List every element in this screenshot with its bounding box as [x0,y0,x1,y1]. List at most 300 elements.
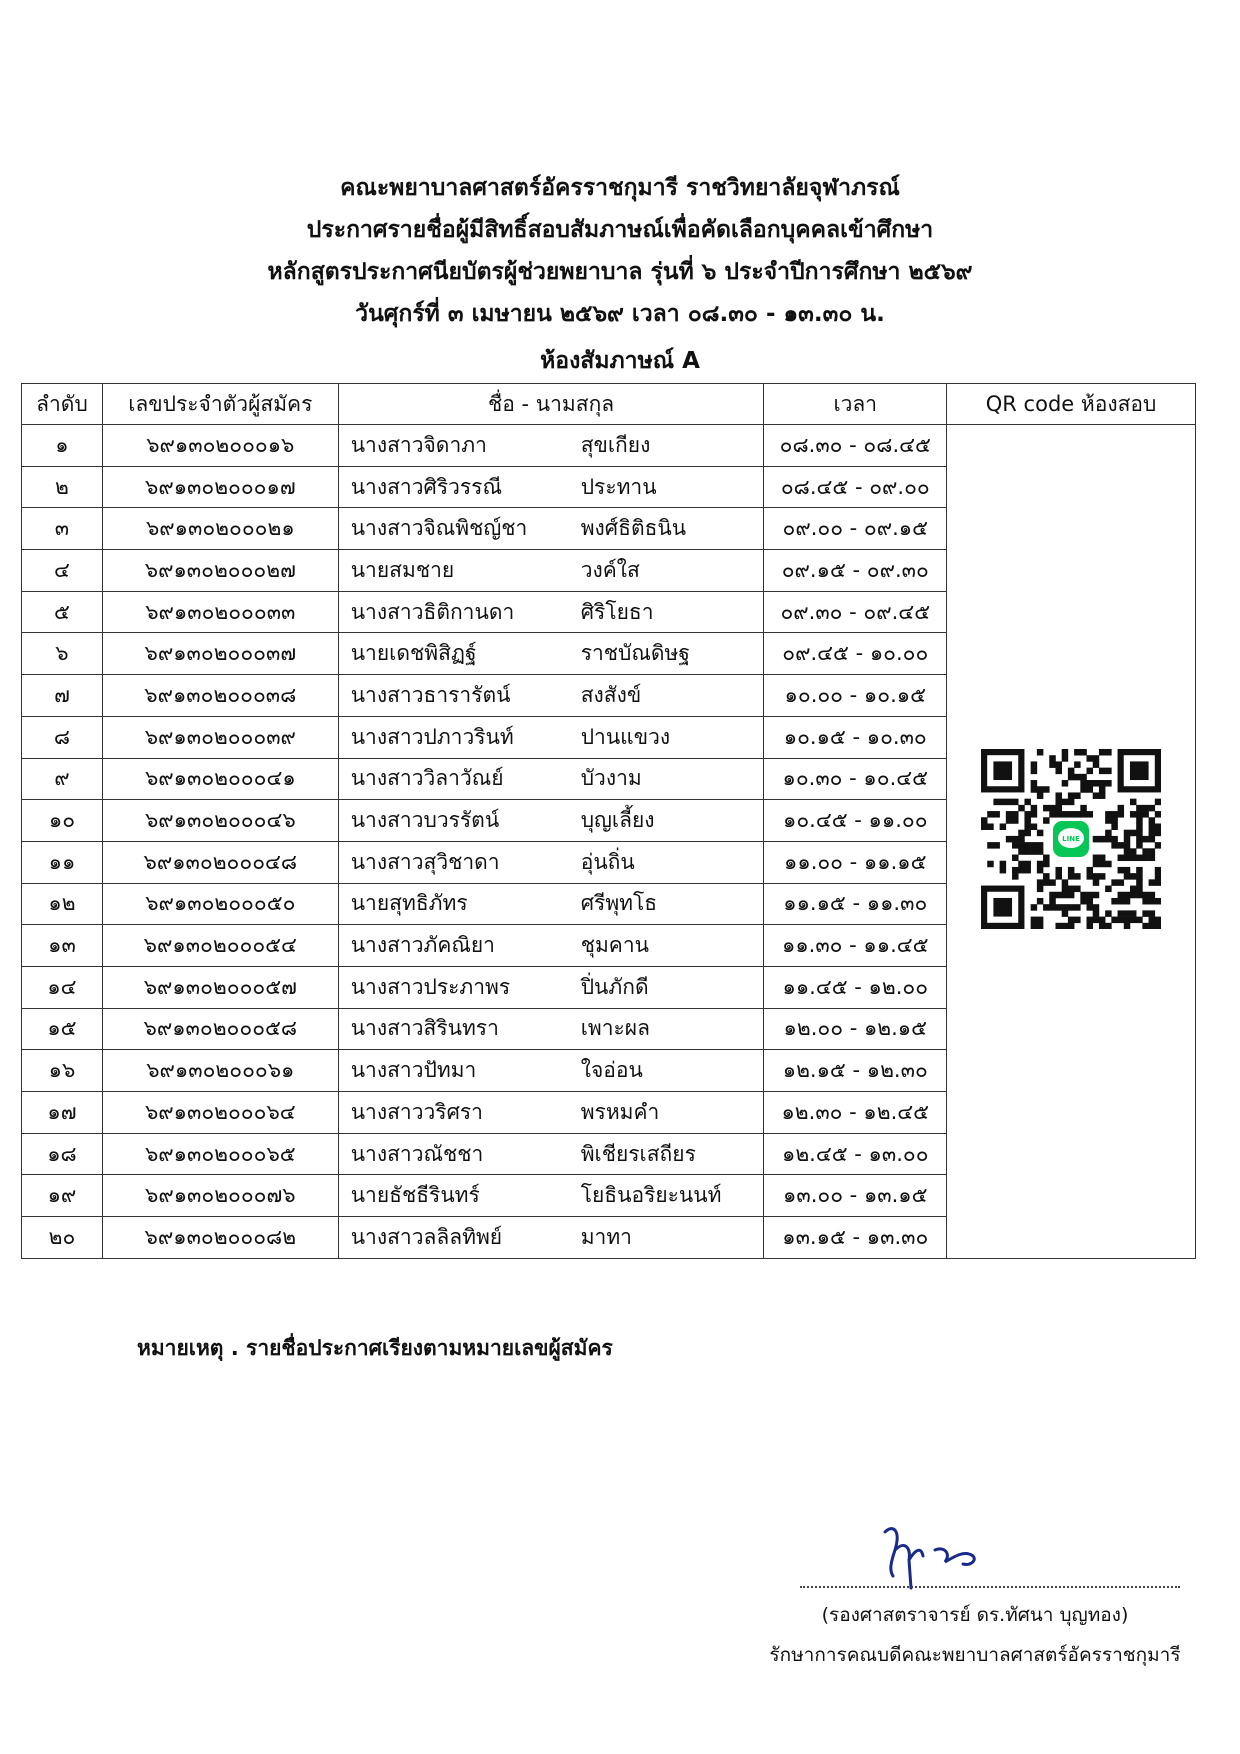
applicant-id: ๖๙๑๓๐๒๐๐๐๓๙ [102,716,338,758]
interview-time: ๐๙.๐๐ - ๐๙.๑๕ [764,508,947,550]
qr-module [1006,817,1013,824]
col-header-name: ชื่อ - นามสกุล [338,384,764,425]
qr-module [1025,842,1032,849]
applicant-name [338,1008,764,1050]
qr-module [1074,904,1081,911]
applicant-id: ๖๙๑๓๐๒๐๐๐๖๔ [102,1092,338,1134]
first-name: นายสมชาย [350,557,455,582]
qr-module [1031,823,1038,830]
applicant-name [338,716,764,758]
qr-module [1006,836,1013,843]
qr-module [1130,811,1137,818]
qr-code[interactable] [981,749,1161,929]
qr-module [1087,867,1094,874]
qr-module [1093,904,1100,911]
qr-module [1056,867,1063,874]
qr-module [1043,861,1050,868]
qr-module [1080,892,1087,899]
qr-module [1043,879,1050,886]
applicant-id: ๖๙๑๓๐๒๐๐๐๕๘ [102,1008,338,1050]
qr-module [1130,885,1137,892]
last-name: สงสังข์ [580,682,642,707]
applicant-name [338,550,764,592]
qr-module [1136,873,1143,880]
org-title: คณะพยาบาลศาสตร์อัครราชกุมารี ราชวิทยาลัยจุฬาภรณ์ [340,175,900,201]
qr-module [1124,842,1131,849]
qr-module [1149,916,1156,923]
row-number: ๒๐ [22,1217,103,1259]
qr-module [1136,830,1143,837]
qr-module [1130,848,1137,855]
qr-module [1074,792,1081,799]
qr-module [1043,805,1050,812]
handwritten-signature [865,1520,995,1590]
qr-code-cell [947,425,1196,1259]
qr-module [1074,885,1081,892]
qr-module [1000,867,1007,874]
qr-module [1031,904,1038,911]
table-header-row [22,384,1196,425]
qr-module [1155,811,1161,818]
qr-module [1000,861,1007,868]
applicant-name [338,758,764,800]
qr-module [1037,879,1044,886]
qr-module [1080,780,1087,787]
qr-module [1025,830,1032,837]
row-number: ๑๕ [22,1008,103,1050]
qr-module [1136,854,1143,861]
qr-module [1093,861,1100,868]
qr-module [1130,873,1137,880]
qr-module [1124,867,1131,874]
applicant-id: ๖๙๑๓๐๒๐๐๐๔๘ [102,841,338,883]
row-number: ๑๔ [22,966,103,1008]
qr-module [1105,861,1112,868]
qr-module [1031,842,1038,849]
first-name: นางสาวณัชชา [350,1141,484,1166]
applicant-name [338,508,764,550]
qr-module [1012,854,1019,861]
table-body [22,425,1196,1259]
qr-module [1049,892,1056,899]
qr-module [1012,842,1019,849]
col-header-no: ลำดับ [22,384,103,425]
qr-module [1080,898,1087,905]
qr-module [1118,805,1125,812]
applicant-name [338,1217,764,1259]
applicant-name [338,1133,764,1175]
qr-module [1062,749,1069,756]
qr-module [987,842,994,849]
qr-module [1118,842,1125,849]
first-name: นางสาววิลาวัณย์ [350,766,504,791]
qr-module [1000,823,1007,830]
first-name: นางสาวธิติกานดา [350,599,515,624]
qr-module [1056,792,1063,799]
first-name: นางสาวภัคณิยา [350,933,495,958]
qr-module [1056,892,1063,899]
qr-module [1006,799,1013,806]
qr-module [1025,799,1032,806]
signature-line [800,1586,1180,1588]
last-name: มาทา [580,1224,632,1249]
applicant-id: ๖๙๑๓๐๒๐๐๐๓๗ [102,633,338,675]
qr-module [1062,910,1069,917]
qr-module [993,799,1000,806]
applicant-name [338,925,764,967]
applicant-table [21,383,1196,1259]
qr-module [1149,830,1156,837]
qr-module [1018,861,1025,868]
interview-time: ๑๒.๔๕ - ๑๓.๐๐ [764,1133,947,1175]
qr-module [1068,904,1075,911]
last-name: บัวงาม [580,766,642,791]
qr-module [1043,786,1050,793]
applicant-name [338,591,764,633]
row-number: ๑๗ [22,1092,103,1134]
qr-module [993,811,1000,818]
qr-module [1068,774,1075,781]
interview-time: ๑๒.๓๐ - ๑๒.๔๕ [764,1092,947,1134]
qr-module [1155,916,1161,923]
last-name: ประทาน [580,474,657,499]
signatory-name: (รองศาสตราจารย์ ดร.ทัศนา บุญทอง) [821,1604,1129,1626]
qr-module [1087,755,1094,762]
qr-module [1093,836,1100,843]
qr-module [1093,892,1100,899]
qr-module [1105,811,1112,818]
qr-module [1018,867,1025,874]
qr-module [1136,823,1143,830]
qr-finder-pattern [1118,749,1161,792]
qr-module [1062,799,1069,806]
row-number: ๕ [22,591,103,633]
footnote: หมายเหตุ . รายชื่อประกาศเรียงตามหมายเลขผู้สมัคร [137,1336,613,1360]
qr-module [1099,767,1106,774]
qr-finder-pattern [981,749,1024,792]
qr-module [1111,836,1118,843]
qr-module [1037,842,1044,849]
applicant-id: ๖๙๑๓๐๒๐๐๐๕๐ [102,883,338,925]
qr-module [1105,767,1112,774]
line-logo-text: LINE [1062,834,1080,843]
last-name: ชุมคาน [580,933,649,958]
qr-module [1142,854,1149,861]
applicant-id: ๖๙๑๓๐๒๐๐๐๖๕ [102,1133,338,1175]
qr-module [1111,823,1118,830]
qr-module [1068,767,1075,774]
qr-module [1105,885,1112,892]
announcement-title: ประกาศรายชื่อผู้มีสิทธิ์สอบสัมภาษณ์เพื่อคัดเลือกบุคคลเข้าศึกษา [306,217,934,243]
qr-module [1149,879,1156,886]
first-name: นางสาวศิริวรรณี [350,474,502,499]
qr-module [1105,817,1112,824]
qr-module [1124,873,1131,880]
qr-module [1155,867,1161,874]
program-title: หลักสูตรประกาศนียบัตรผู้ช่วยพยาบาล รุ่นที่ ๖ ประจำปีการศึกษา ๒๕๖๙ [267,259,973,285]
row-number: ๔ [22,550,103,592]
first-name: นางสาวสิรินทรา [350,1016,499,1041]
qr-module [1093,910,1100,917]
applicant-name [338,1092,764,1134]
applicant-name [338,466,764,508]
qr-module [1037,786,1044,793]
qr-module [1087,892,1094,899]
last-name: ปานแขวง [580,724,671,749]
applicant-id: ๖๙๑๓๐๒๐๐๐๖๑ [102,1050,338,1092]
last-name: พงศ์ธิติธนิน [580,516,687,541]
qr-module [1037,923,1044,929]
qr-module [1155,830,1161,837]
qr-module [1056,811,1063,818]
applicant-id: ๖๙๑๓๐๒๐๐๐๔๑ [102,758,338,800]
qr-module [1012,811,1019,818]
qr-module [1155,823,1161,830]
qr-module [1093,761,1100,768]
qr-module [1006,811,1013,818]
qr-module [1031,780,1038,787]
qr-module [1099,749,1106,756]
qr-module [1099,861,1106,868]
first-name: นางสาวสุวิชาดา [350,849,500,874]
applicant-id: ๖๙๑๓๐๒๐๐๐๒๑ [102,508,338,550]
qr-module [1099,836,1106,843]
qr-module [1049,761,1056,768]
qr-module [1056,805,1063,812]
first-name: นางสาวจิณพิชญ์ชา [350,516,528,541]
qr-module [1087,923,1094,929]
qr-module [1049,879,1056,886]
qr-module [1130,892,1137,899]
row-number: ๓ [22,508,103,550]
qr-module [1074,873,1081,880]
qr-module [1124,916,1131,923]
qr-module [1074,916,1081,923]
qr-module [1025,817,1032,824]
qr-module [1068,873,1075,880]
qr-module [1080,774,1087,781]
qr-module [1062,755,1069,762]
row-number: ๑๓ [22,925,103,967]
qr-module [1136,836,1143,843]
qr-module [1037,830,1044,837]
qr-module [1043,854,1050,861]
interview-time: ๐๙.๓๐ - ๐๙.๔๕ [764,591,947,633]
applicant-name [338,966,764,1008]
qr-module [1087,898,1094,905]
applicant-name [338,800,764,842]
qr-module [1093,873,1100,880]
qr-module [1136,916,1143,923]
last-name: สุขเกียง [580,432,651,457]
signature-block [740,1520,1210,1720]
qr-module [1130,799,1137,806]
qr-module [1093,755,1100,762]
last-name: อุ่นถิ่น [580,849,635,874]
applicant-name [338,1175,764,1217]
qr-module [1118,879,1125,886]
qr-module [1043,904,1050,911]
qr-module [1068,885,1075,892]
applicant-id: ๖๙๑๓๐๒๐๐๐๔๖ [102,800,338,842]
qr-module [993,842,1000,849]
last-name: บุญเลี้ยง [580,808,655,833]
qr-module [1093,854,1100,861]
qr-module [1093,916,1100,923]
qr-module [1080,749,1087,756]
qr-module [1080,805,1087,812]
first-name: นางสาวปัทมา [350,1058,477,1083]
interview-time: ๐๘.๓๐ - ๐๘.๔๕ [764,425,947,467]
qr-module [1049,904,1056,911]
qr-module [1155,923,1161,929]
qr-module [1142,805,1149,812]
applicant-id: ๖๙๑๓๐๒๐๐๐๕๗ [102,966,338,1008]
last-name: ปิ่นภักดี [580,974,649,999]
qr-module [1068,811,1075,818]
row-number: ๑ [22,425,103,467]
applicant-name [338,633,764,675]
qr-module [1149,898,1156,905]
qr-module [1149,923,1156,929]
qr-module [1012,817,1019,824]
qr-module [1149,854,1156,861]
qr-module [1031,767,1038,774]
applicant-id: ๖๙๑๓๐๒๐๐๐๗๖ [102,1175,338,1217]
first-name: นายเดชพิสิฏฐ์ [350,641,477,666]
qr-module [1080,811,1087,818]
qr-module [1087,780,1094,787]
qr-module [1049,898,1056,905]
qr-module [1111,916,1118,923]
qr-module [1105,923,1112,929]
qr-module [1037,898,1044,905]
col-header-time: เวลา [764,384,947,425]
first-name: นางสาวปภาวรินท์ [350,724,514,749]
qr-module [1025,823,1032,830]
qr-module [1099,792,1106,799]
qr-module [1012,799,1019,806]
last-name: วงค์ใส [580,557,640,582]
qr-module [1130,830,1137,837]
qr-module [1018,836,1025,843]
qr-module [1074,749,1081,756]
qr-module [1018,830,1025,837]
qr-module [1062,780,1069,787]
qr-module [1074,761,1081,768]
row-number: ๑๐ [22,800,103,842]
qr-finder-pattern [981,885,1024,928]
qr-module [1142,811,1149,818]
qr-module [1142,923,1149,929]
applicant-name [338,675,764,717]
qr-module [1068,892,1075,899]
qr-module [1118,867,1125,874]
row-number: ๒ [22,466,103,508]
interview-time: ๑๑.๔๕ - ๑๒.๐๐ [764,966,947,1008]
col-header-id: เลขประจำตัวผู้สมัคร [102,384,338,425]
first-name: นายธัชธีรินทร์ [350,1183,480,1208]
qr-module [1043,817,1050,824]
qr-module [1142,910,1149,917]
qr-module [1056,799,1063,806]
qr-module [1068,923,1075,929]
qr-module [1124,830,1131,837]
qr-module [1136,817,1143,824]
qr-module [1087,873,1094,880]
qr-module [1062,923,1069,929]
qr-module [1049,811,1056,818]
qr-module [1037,848,1044,855]
qr-module [1062,879,1069,886]
qr-module [1025,861,1032,868]
qr-module [1037,792,1044,799]
interview-time: ๑๑.๐๐ - ๑๑.๑๕ [764,841,947,883]
qr-module [1142,848,1149,855]
qr-module [1149,892,1156,899]
qr-module [1031,916,1038,923]
applicant-id: ๖๙๑๓๐๒๐๐๐๘๒ [102,1217,338,1259]
interview-date: วันศุกร์ที่ ๓ เมษายน ๒๕๖๙ เวลา ๐๘.๓๐ - ๑๓.๓๐ น. [355,301,885,327]
qr-module [1031,848,1038,855]
interview-time: ๑๑.๓๐ - ๑๑.๔๕ [764,925,947,967]
qr-module [1130,910,1137,917]
qr-module [1031,786,1038,793]
qr-module [1124,898,1131,905]
qr-module [1149,848,1156,855]
interview-time: ๐๙.๔๕ - ๑๐.๐๐ [764,633,947,675]
qr-module [1037,867,1044,874]
qr-module [1093,792,1100,799]
qr-module [1118,892,1125,899]
interview-time: ๑๐.๓๐ - ๑๐.๔๕ [764,758,947,800]
qr-module [1062,892,1069,899]
qr-module [1124,854,1131,861]
qr-module [1031,811,1038,818]
qr-module [1025,811,1032,818]
qr-module [1105,749,1112,756]
qr-module [1037,916,1044,923]
qr-code-image [981,749,1161,929]
interview-time: ๐๙.๑๕ - ๐๙.๓๐ [764,550,947,592]
qr-module [981,823,988,830]
row-number: ๑๒ [22,883,103,925]
qr-module [1043,873,1050,880]
qr-module [981,817,988,824]
last-name: ศรีพุทโธ [580,891,658,916]
row-number: ๑๘ [22,1133,103,1175]
qr-module [1062,885,1069,892]
qr-module [987,861,994,868]
applicant-name [338,1050,764,1092]
applicant-name [338,841,764,883]
qr-module [1093,780,1100,787]
qr-module [1037,861,1044,868]
qr-module [1031,761,1038,768]
qr-module [1118,811,1125,818]
room-title: ห้องสัมภาษณ์ A [540,348,700,374]
interview-time: ๑๑.๑๕ - ๑๑.๓๐ [764,883,947,925]
interview-time: ๑๒.๐๐ - ๑๒.๑๕ [764,1008,947,1050]
first-name: นางสาวธารารัตน์ [350,682,511,707]
qr-module [1149,805,1156,812]
qr-module [1099,780,1106,787]
qr-module [1037,749,1044,756]
qr-module [1155,799,1161,806]
qr-module [1130,854,1137,861]
qr-module [1018,848,1025,855]
applicant-id: ๖๙๑๓๐๒๐๐๐๒๗ [102,550,338,592]
